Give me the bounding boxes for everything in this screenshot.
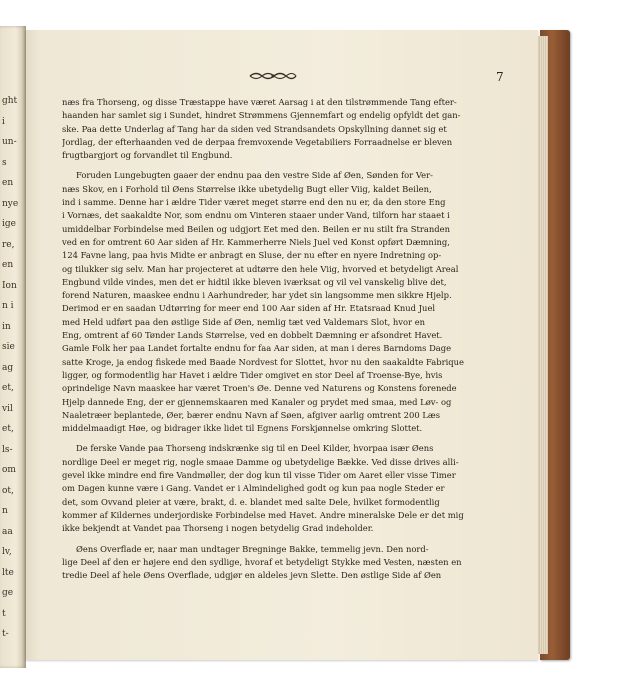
left-page-fragment-line: nye bbox=[2, 198, 19, 209]
left-page-fragment-line: en bbox=[2, 178, 14, 188]
text-line: Engbund vilde vindes, men det er hidtil ikke bleven iværksat og vil vel vanskelig blive det, bbox=[62, 276, 447, 287]
left-page-fragment-line: sie bbox=[2, 342, 15, 352]
text-line: ligger, og formodentlig har Havet i ældre Tider omgivet en stor Deel af Troense-Bye, hvis bbox=[62, 369, 443, 380]
page-text bbox=[62, 96, 510, 582]
text-line: næs Skov, en i Forhold til Øens Størrelse ikke ubetydelig Bugt eller Viig, kaldet Beilen, bbox=[62, 183, 432, 194]
text-line: ved en for omtrent 60 Aar siden af Hr. Kammerherre Niels Juel ved Konst opført Dæmning, bbox=[62, 236, 450, 247]
left-page-fragment-line: vil bbox=[2, 403, 13, 414]
left-page-fragment-line: re, bbox=[2, 239, 15, 250]
text-line: kommer af Kildernes underjordiske Forbindelse med Havet. Andre mineralske Dele er det mig bbox=[62, 509, 464, 520]
header-ornament-icon bbox=[248, 70, 298, 82]
left-page-fragment-line: ge bbox=[2, 588, 14, 598]
text-line: Derimod er en saadan Udtørring for meer end 100 Aar siden af Hr. Etatsraad Knud Juel bbox=[62, 303, 436, 314]
text-line: Øens Overflade er, naar man undtager Bregninge Bakke, temmelig jevn. Den nord- bbox=[76, 543, 429, 554]
paragraph-gap bbox=[62, 162, 510, 169]
text-line: tredie Deel af hele Øens Overflade, udgjør en aldeles jevn Slette. Den østlige Side af Øen bbox=[62, 570, 442, 581]
text-line: middelmaadigt Høe, og bidrager ikke lidet til Egnens Forskjønnelse omkring Slottet. bbox=[62, 423, 423, 434]
left-page-fragment-line: lte bbox=[2, 567, 14, 578]
text-line: det, som Ovvand pleier at være, brakt, d. e. blandet med salte Dele, hvilket formodentlig bbox=[62, 496, 440, 507]
text-line: 124 Favne lang, paa hvis Midte er anbragt en Sluse, der nu efter en nyere Indretning op- bbox=[62, 250, 442, 261]
left-page-fragment-line: n bbox=[2, 506, 8, 516]
text-line: Hjelp dannede Eng, der er gjennemskaaren med Kanaler og prydet med smaa, med Løv- og bbox=[62, 396, 452, 407]
text-line: i Vornæs, det saakaldte Nor, som endnu om Vinteren staaer under Vand, tilforn har staaet i bbox=[62, 210, 450, 221]
text-line: Eng, omtrent af 60 Tønder Lands Størrelse, ved en dobbelt Dæmning er afsondret Havet. bbox=[62, 330, 443, 341]
left-page-fragment-line: Ion bbox=[2, 280, 17, 291]
left-page-fragment-line: en bbox=[2, 260, 14, 270]
left-page-fragment-line: ght bbox=[2, 96, 18, 106]
text-line: haanden har samlet sig i Sundet, hindret Strømmens Gjennemfart og endelig opfyldt det gan- bbox=[62, 110, 461, 121]
text-line: Foruden Lungebugten gaaer der endnu paa den vestre Side af Øen, Sønden for Ver- bbox=[76, 170, 433, 181]
text-line: ind i samme. Denne har i ældre Tider været meget større end den nu er, da den store Eng bbox=[62, 197, 446, 208]
left-page-fragment bbox=[0, 26, 26, 668]
text-line: frugtbargjort og forvandlet til Engbund. bbox=[62, 150, 233, 161]
text-line: og tilukker sig selv. Man har projecteret at udtørre den hele Viig, hvorved et betydeligt Areal bbox=[62, 263, 459, 274]
left-page-fragment-line: aa bbox=[2, 526, 13, 537]
left-page-fragment-line: in bbox=[2, 321, 11, 332]
text-line: ikke bekjendt at Vandet paa Thorseng i nogen betydelig Grad indeholder. bbox=[62, 523, 374, 534]
text-line: Naaletræer beplantede, Øer, bærer endnu Navn af Søen, afgiver aarlig omtrent 200 Læs bbox=[62, 409, 441, 420]
text-line: oprindelige Navn maaskee har været Troen's Øe. Denne ved Naturens og Konstens forenede bbox=[62, 383, 457, 394]
text-line: med Held udført paa den østlige Side af Øen, nemlig tæt ved Valdemars Slot, hvor en bbox=[62, 316, 426, 327]
text-line: lige Deel af den er højere end den sydlige, hvoraf et betydeligt Stykke med Vesten, næsten en bbox=[62, 556, 462, 567]
left-page-fragment-line: i bbox=[2, 116, 5, 127]
text-line: forend Naturen, maaskee endnu i Aarhundreder, har ydet sin langsomme men sikkre Hjelp. bbox=[62, 290, 452, 301]
left-page-fragment-line: et, bbox=[2, 383, 14, 393]
left-page-fragment-line: ls- bbox=[2, 444, 13, 455]
text-line: Jordlag, der efterhaanden ved de derpaa fremvoxende Vegetabiliers Forraadnelse er bleven bbox=[62, 136, 453, 147]
left-page-fragment-line: ag bbox=[2, 362, 14, 373]
paragraph-gap bbox=[62, 435, 510, 442]
left-page-fragment-line: n i bbox=[2, 301, 14, 311]
left-page-fragment-line: t bbox=[2, 608, 6, 619]
text-line: Gamle Folk her paa Landet fortalte endnu for faa Aar siden, at man i deres Barndoms Dage bbox=[62, 343, 452, 354]
page-number: 7 bbox=[496, 70, 504, 84]
text-line: næs fra Thorseng, og disse Træstappe have været Aarsag i at den tilstrømmende Tang efter- bbox=[62, 97, 457, 107]
left-page-fragment-line: un- bbox=[2, 137, 17, 147]
text-line: satte Kroge, ja endog fiskede med Baade Nordvest for Slottet, hvor nu den saakaldte Fabrique bbox=[62, 356, 464, 367]
left-page-fragment-line: t- bbox=[2, 629, 9, 639]
text-line: umiddelbar Forbindelse med Beilen og udgjort Eet med den. Beilen er nu stilt fra Stranden bbox=[62, 223, 451, 234]
book-page bbox=[26, 30, 538, 660]
left-page-fragment-line: s bbox=[2, 157, 7, 168]
text-line: gevel ikke mindre end fire Vandmøller, der dog kun til visse Tider om Aaret eller visse Timer bbox=[62, 470, 456, 481]
text-line: ske. Paa dette Underlag af Tang har da siden ved Strandsandets Opskyllning dannet sig et bbox=[62, 123, 447, 134]
left-page-fragment-line: lv, bbox=[2, 547, 12, 557]
left-page-fragment-line: ige bbox=[2, 219, 16, 229]
text-line: om Dagen kunne være i Gang. Vandet er i Almindelighed godt og kun paa nogle Steder er bbox=[62, 483, 445, 494]
left-page-fragment-line: ot, bbox=[2, 485, 14, 496]
left-page-fragment-line: et, bbox=[2, 424, 14, 434]
paragraph-gap bbox=[62, 536, 510, 543]
text-line: nordlige Deel er meget rig, nogle smaae Damme og ubetydelige Bække. Ved disse drives alli- bbox=[62, 456, 459, 467]
left-page-fragment-line: om bbox=[2, 465, 16, 475]
text-line: De ferske Vande paa Thorseng indskrænke sig til en Deel Kilder, hvorpaa især Øens bbox=[76, 443, 434, 454]
